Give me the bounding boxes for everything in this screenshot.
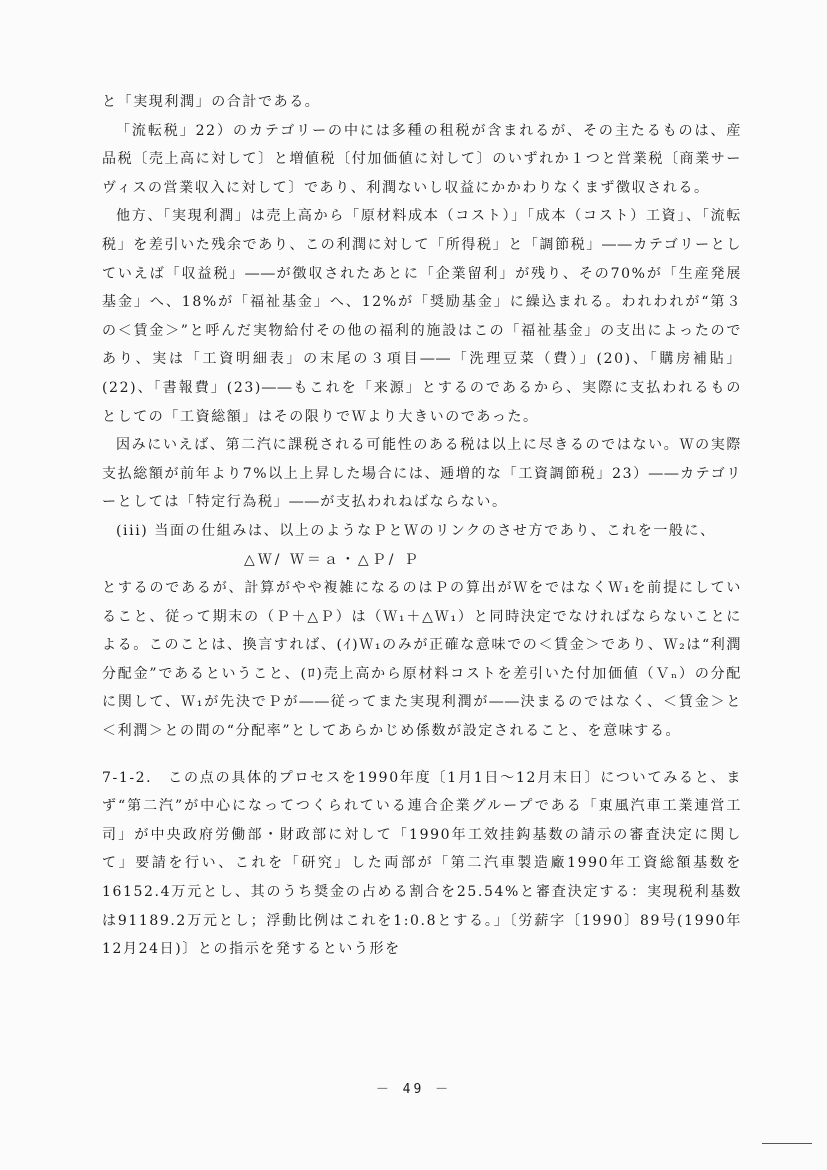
paragraph: 因みにいえば、第二汽に課税される可能性のある税は以上に尽きるのではない。Ｗの実際支払総額が前年より7%以上上昇した場合には、逓増的な「工資調節税」23）――カテゴリーとしては「特定行為税」――が支払われねばならない。	[102, 437, 742, 511]
scan-artifact-line	[762, 1143, 812, 1144]
section-paragraph: 7-1-2. この点の具体的プロセスを1990年度〔1月1日～12月末日〕についてみると、まず“第二汽”が中心になってつくられている連合企業グループである「東風汽車工業連営工司」が中央政府労働部・財政部に対して「1990年工效挂鈎基数の請示の審査決定に関して」要請を行い、これを「研究」した両部が「第二汽車製造廠1990年工資総額基数を16152.4万元とし、其のうち奨金の占める割合を25.54%と審査決定する：実現税利基数は91189.2万元とし；浮動比例はこれを1:0.8とする。」〔労薪字〔1990〕89号(1990年12月24日)〕との指示を発するという形を	[102, 769, 742, 958]
document-body	[102, 88, 742, 964]
paragraph: とするのであるが、計算がやや複雑になるのはＰの算出がＷをではなくＷ₁を前提にしていること、従って期末の（Ｐ＋△Ｐ）は（Ｗ₁＋△Ｗ₁）と同時決定でなければならないことによる。このことは、換言すれば、(ｲ)Ｗ₁のみが正確な意味での＜賃金＞であり、Ｗ₂は“利潤分配金”であるということ、(ﾛ)売上高から原材料コストを差引いた付加価値（Ｖₙ）の分配に関して、Ｗ₁が先決でＰが――従ってまた実現利潤が――決まるのではなく、＜賃金＞と＜利潤＞との間の“分配率”としてあらかじめ係数が設定されること、を意味する。	[102, 580, 742, 740]
paragraph: 「流転税」22）のカテゴリーの中には多種の租税が含まれるが、その主たるものは、産品税〔売上高に対して〕と増値税〔付加価値に対して〕のいずれか１つと営業税〔商業サーヴィスの営業収入に対して〕であり、利潤ないし収益にかかわりなくまず徴収される。	[102, 122, 742, 196]
paragraph: 他方、「実現利潤」は売上高から「原材料成本（コスト）」「成本（コスト）工資」、「流転税」を差引いた残余であり、この利潤に対して「所得税」と「調節税」――カテゴリーとしていえば「収益税」――が徴収されたあとに「企業留利」が残り、その70%が「生産発展基金」へ、18%が「福祉基金」へ、12%が「奨励基金」に繰込まれる。われわれが“第３の＜賃金＞”と呼んだ実物給付その他の福利的施設はこの「福祉基金」の支出によったのであり、実は「工資明細表」の末尾の３項目――「洗理豆菜（費）」(20)、「購房補貼」(22)、「書報費」(23)――もこれを「来源」とするのであるから、実際に支払われるものとしての「工資総額」はその限りでＷより大きいのであった。	[102, 208, 742, 425]
paragraph: (iii) 当面の仕組みは、以上のようなＰとＷのリンクのさせ方であり、これを一般に、	[116, 522, 716, 539]
page-number: － 49 －	[375, 1082, 452, 1097]
paragraph: と「実現利潤」の合計である。	[102, 94, 321, 110]
formula: △Ｗ/ Ｗ＝ａ・△Ｐ/ Ｐ	[244, 551, 421, 568]
